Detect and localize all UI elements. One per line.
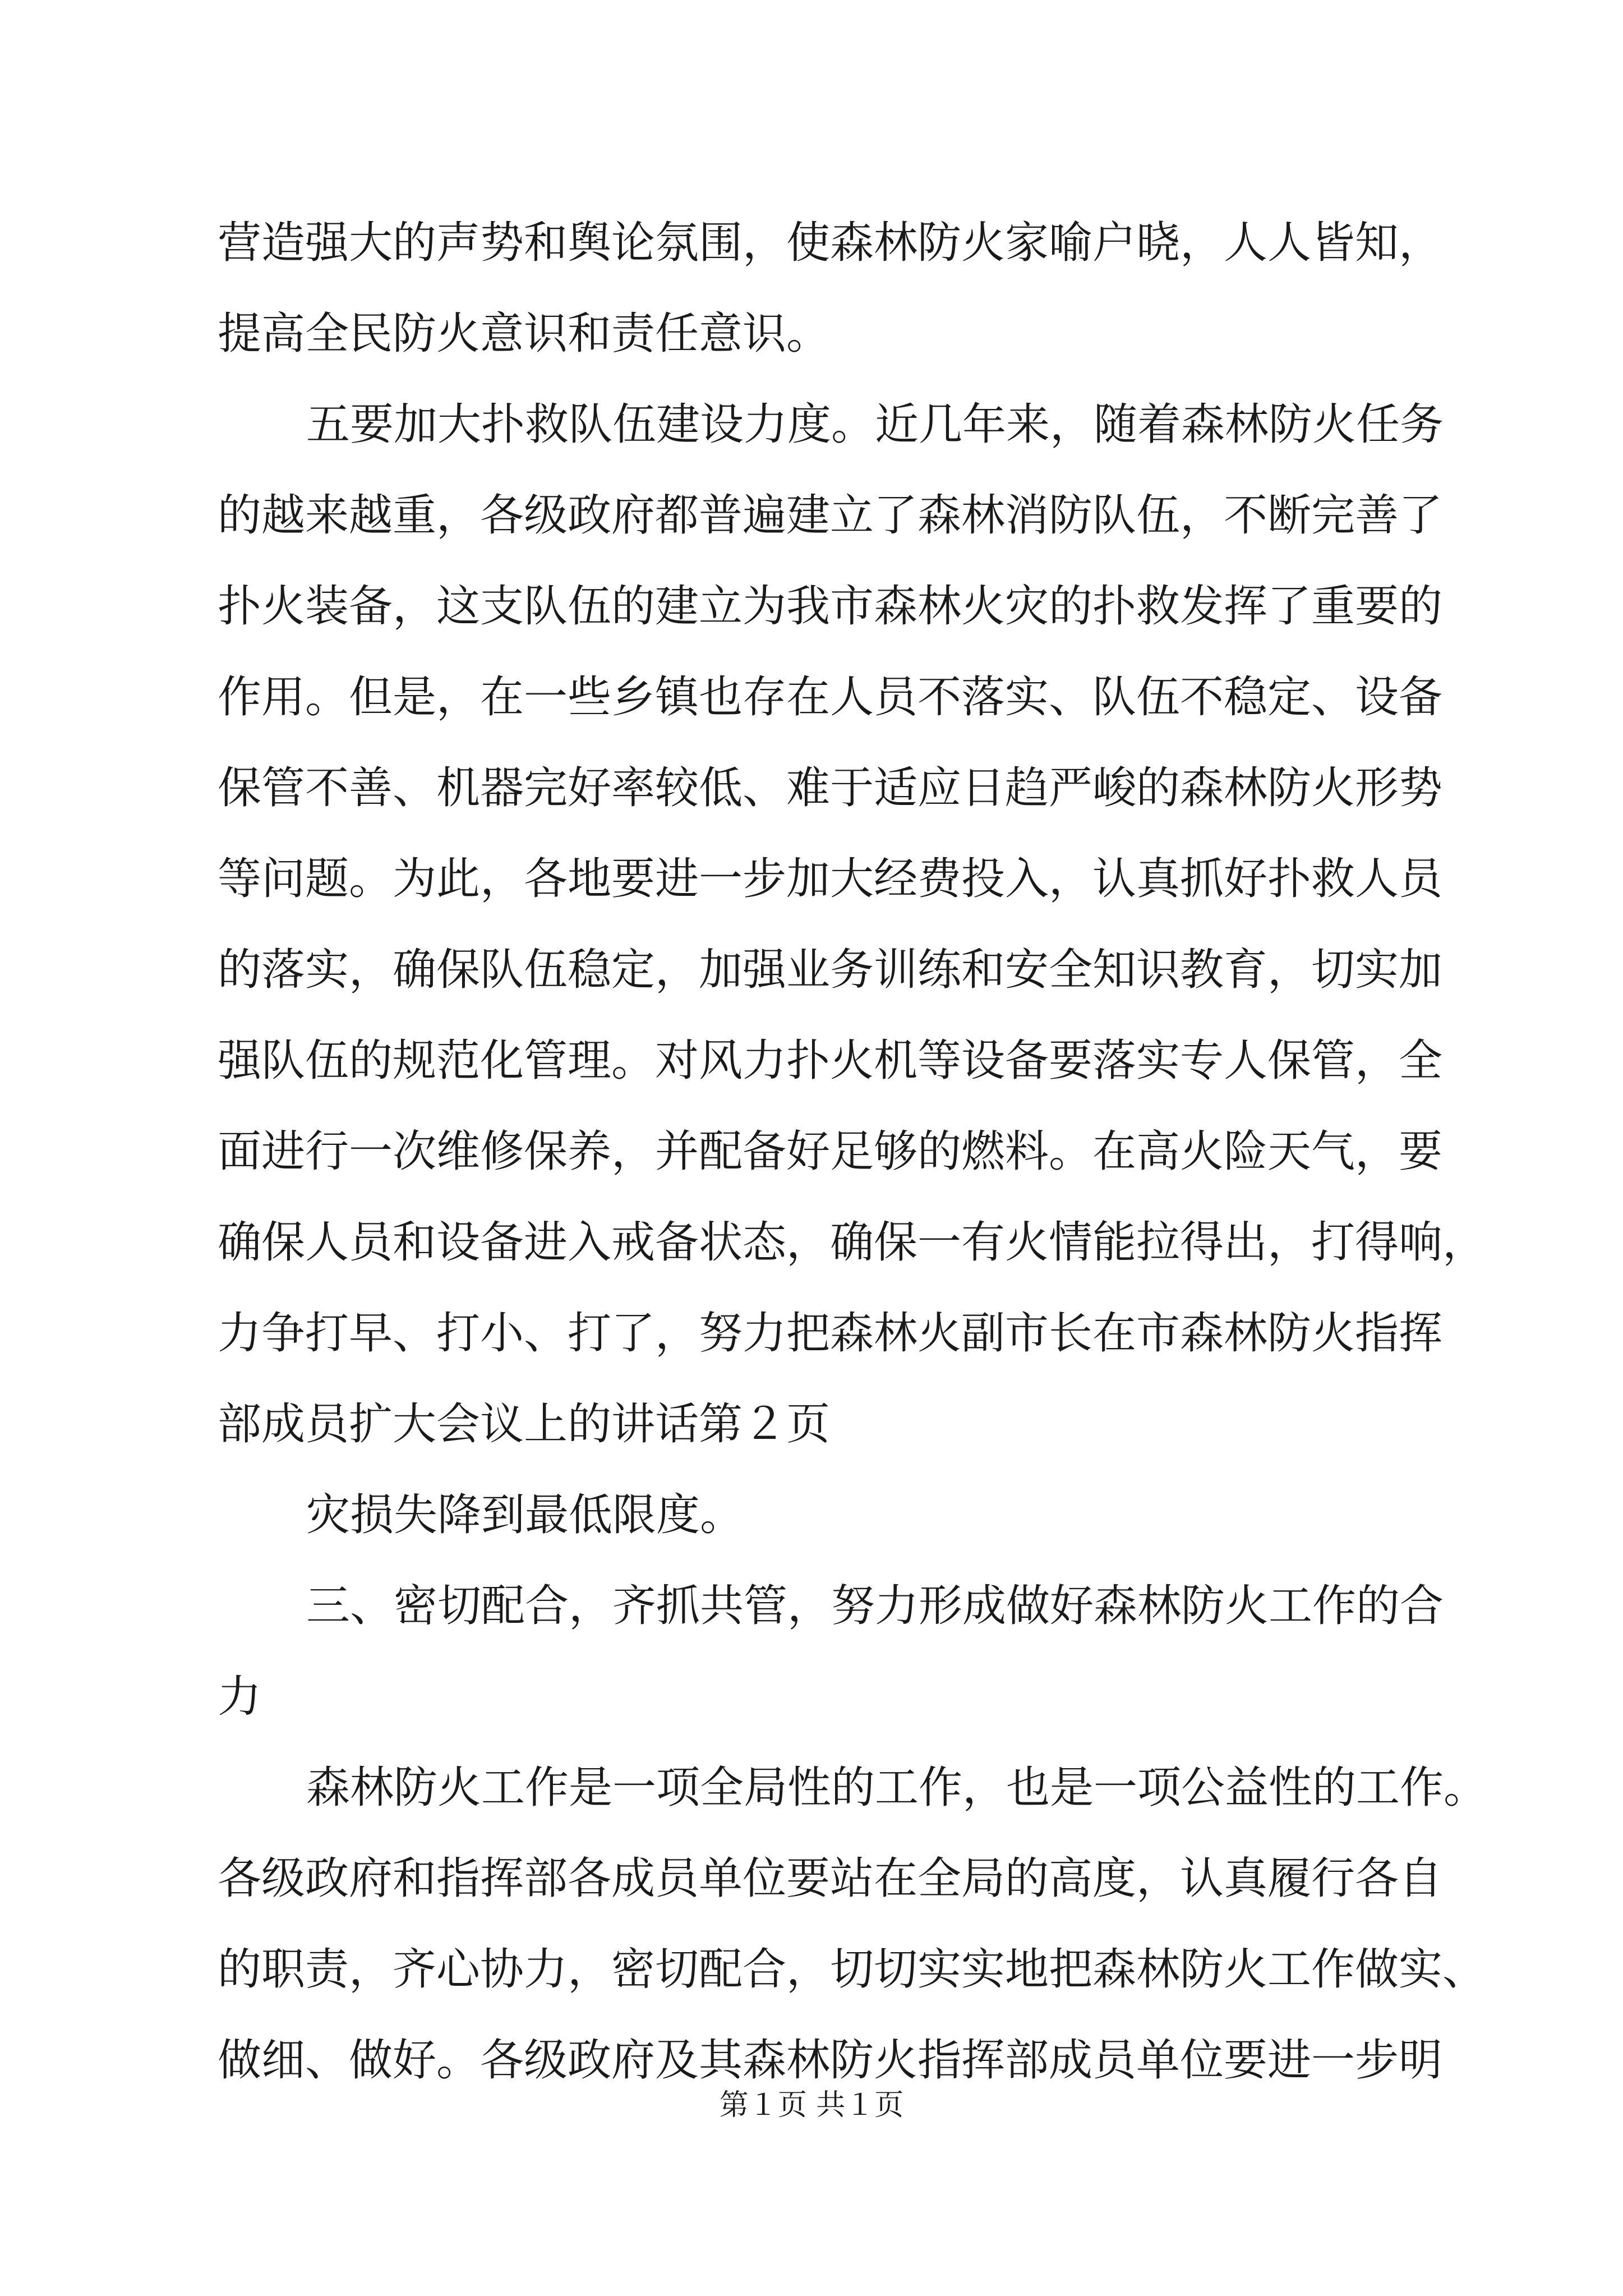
text-line: 的越来越重，各级政府都普遍建立了森林消防队伍，不断完善了 bbox=[218, 490, 1443, 541]
text-line: 各级政府和指挥部各成员单位要站在全局的高度，认真履行各自 bbox=[218, 1853, 1443, 1904]
text-line: 森林防火工作是一项全局性的工作，也是一项公益性的工作。 bbox=[306, 1763, 1488, 1813]
text-line: 的落实，确保队伍稳定，加强业务训练和安全知识教育，切实加 bbox=[218, 945, 1443, 995]
text-line: 等问题。为此，各地要进一步加大经费投入，认真抓好扑救人员 bbox=[218, 854, 1443, 904]
text-line: 提高全民防火意识和责任意识。 bbox=[218, 309, 831, 359]
text-line: 作用。但是，在一些乡镇也存在人员不落实、队伍不稳定、设备 bbox=[218, 672, 1443, 723]
text-line: 强队伍的规范化管理。对风力扑火机等设备要落实专人保管，全 bbox=[218, 1036, 1443, 1086]
text-line: 的职责，齐心协力，密切配合，切切实实地把森林防火工作做实、 bbox=[218, 1944, 1487, 1995]
text-line: 部成员扩大会议上的讲话第２页 bbox=[218, 1399, 831, 1450]
section-heading-line: 三、密切配合，齐抓共管，努力形成做好森林防火工作的合 bbox=[306, 1581, 1444, 1631]
text-line: 营造强大的声势和舆论氛围，使森林防火家喻户晓，人人皆知， bbox=[218, 218, 1443, 268]
document-body bbox=[218, 197, 1488, 2106]
page-footer: 第１页 共１页 bbox=[719, 2088, 904, 2122]
section-heading-line: 力 bbox=[218, 1672, 262, 1722]
text-line: 做细、做好。各级政府及其森林防火指挥部成员单位要进一步明 bbox=[218, 2035, 1443, 2086]
text-line: 面进行一次维修保养，并配备好足够的燃料。在高火险天气，要 bbox=[218, 1126, 1443, 1177]
text-line: 力争打早、打小、打了，努力把森林火副市长在市森林防火指挥 bbox=[218, 1308, 1443, 1359]
text-line: 五要加大扑救队伍建设力度。近几年来，随着森林防火任务 bbox=[306, 399, 1444, 450]
text-line: 保管不善、机器完好率较低、难于适应日趋严峻的森林防火形势 bbox=[218, 763, 1443, 813]
text-line: 确保人员和设备进入戒备状态，确保一有火情能拉得出，打得响， bbox=[218, 1217, 1487, 1268]
text-line: 灾损失降到最低限度。 bbox=[306, 1490, 744, 1540]
text-line: 扑火装备，这支队伍的建立为我市森林火灾的扑救发挥了重要的 bbox=[218, 581, 1443, 632]
